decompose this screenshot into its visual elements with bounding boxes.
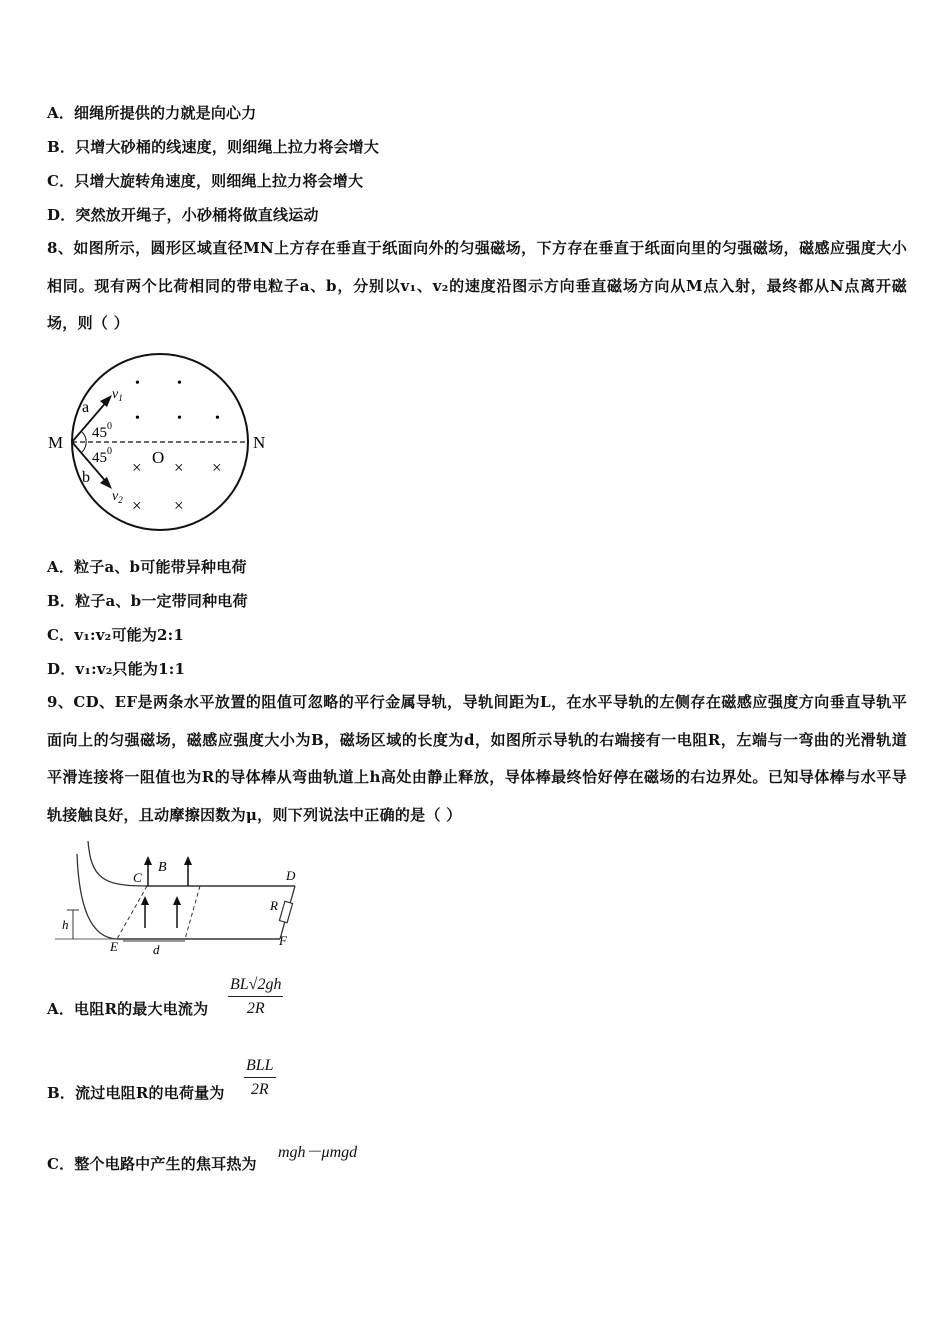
label-n: N xyxy=(253,433,266,452)
label-v1: $v_1$ xyxy=(112,387,123,403)
q7-option-c: C．只增大旋转角速度，则细绳上拉力将会增大 xyxy=(47,172,364,190)
cross: × xyxy=(132,458,142,477)
field-boundary-left xyxy=(117,886,147,939)
angle-top-label: $45^0$ xyxy=(92,421,112,441)
label-m: M xyxy=(48,433,64,452)
dot: • xyxy=(177,411,182,426)
v1-arrowhead xyxy=(100,395,112,407)
cross: × xyxy=(212,458,222,477)
q7-option-b: B．只增大砂桶的线速度，则细绳上拉力将会增大 xyxy=(47,138,380,156)
field-arrowhead xyxy=(184,856,192,865)
q9-option-c-expression: mgh－μmgd xyxy=(278,1144,358,1161)
resistor-r xyxy=(279,901,292,922)
label-o: O xyxy=(152,448,165,467)
cross: × xyxy=(132,496,142,515)
q8-magnetic-field-figure xyxy=(40,345,280,545)
label-r: R xyxy=(270,898,278,913)
label-e: E xyxy=(110,939,118,954)
label-v2: $v_2$ xyxy=(112,489,123,505)
angle-bottom-label: $45^0$ xyxy=(92,446,112,466)
label-a: a xyxy=(82,399,90,416)
fraction-denominator: 2R xyxy=(250,1081,269,1098)
q8-option-c: C．v₁:v₂可能为2:1 xyxy=(47,626,185,644)
field-out-dots xyxy=(135,376,220,426)
label-d: D xyxy=(286,868,296,883)
q9-option-b-fraction xyxy=(244,1057,276,1099)
field-boundary-right xyxy=(185,886,200,939)
q9-option-c-text: C．整个电路中产生的焦耳热为 xyxy=(47,1155,257,1173)
q9-rail-figure xyxy=(55,838,315,958)
field-arrowhead xyxy=(173,896,181,905)
label-h: h xyxy=(62,917,69,932)
dot: • xyxy=(135,376,140,391)
dot: • xyxy=(135,411,140,426)
dot: • xyxy=(177,376,182,391)
field-arrowhead xyxy=(144,856,152,865)
curved-track-front xyxy=(77,854,117,939)
q8-option-d: D．v₁:v₂只能为1:1 xyxy=(47,660,186,678)
cross: × xyxy=(174,496,184,515)
label-b-field: B xyxy=(158,860,167,875)
label-d-length: d xyxy=(153,942,160,957)
fraction-denominator: 2R xyxy=(246,1000,265,1017)
cross: × xyxy=(174,458,184,477)
q7-option-d: D．突然放开绳子，小砂桶将做直线运动 xyxy=(47,206,319,224)
q9-option-a-fraction xyxy=(228,976,283,1018)
q9-stem: 9、CD、EF是两条水平放置的阻值可忽略的平行金属导轨，导轨间距为L，在水平导轨的左侧存在磁感应强度方向垂直导轨平面向上的匀强磁场，磁感应强度大小为B，磁场区域的长度为d，如图所示导轨的右端接有一电阻R，左端与一弯曲的光滑轨道平滑连接将一阻值也为R的导体棒从弯曲轨道上h高处由静止释放，导体棒最终恰好停在磁场的右边界处。已知导体棒与水平导轨接触良好，且动摩擦因数为μ，则下列说法中正确的是（ ） xyxy=(47,693,907,824)
q7-option-a: A．细绳所提供的力就是向心力 xyxy=(47,104,257,122)
field-in-crosses xyxy=(132,458,222,515)
label-c: C xyxy=(133,870,142,885)
q8-stem: 8、如图所示，圆形区域直径MN上方存在垂直于纸面向外的匀强磁场，下方存在垂直于纸面向里的匀强磁场，磁感应强度大小相同。现有两个比荷相同的带电粒子a、b，分别以v₁、v₂的速度沿图示方向垂直磁场方向从M点入射，最终都从N点离开磁场，则（ ） xyxy=(47,239,907,332)
dot: • xyxy=(215,411,220,426)
fraction-numerator: BLL xyxy=(244,1057,276,1078)
q8-option-a: A．粒子a、b可能带异种电荷 xyxy=(47,558,247,576)
fraction-numerator: BL√2gh xyxy=(228,976,283,997)
q9-option-a-text: A．电阻R的最大电流为 xyxy=(47,1000,209,1018)
label-f: F xyxy=(279,933,287,948)
label-b: b xyxy=(82,469,90,486)
field-arrowhead xyxy=(141,896,149,905)
q8-option-b: B．粒子a、b一定带同种电荷 xyxy=(47,592,248,610)
v2-arrowhead xyxy=(100,477,112,489)
q9-option-b-text: B．流过电阻R的电荷量为 xyxy=(47,1084,225,1102)
